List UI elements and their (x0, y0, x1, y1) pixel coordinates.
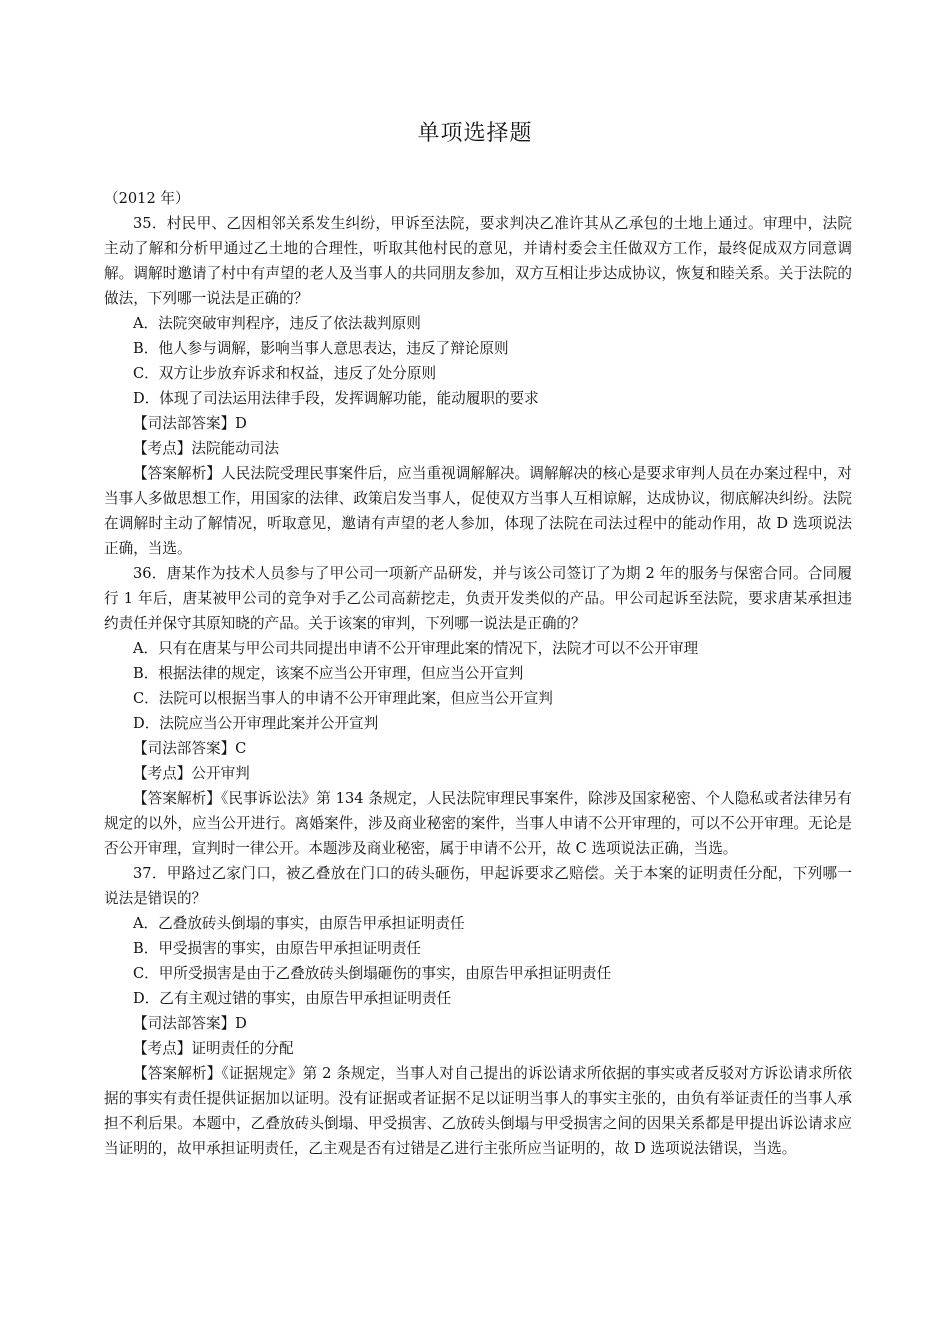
question-37 (104, 861, 852, 1161)
option-a: A．法院突破审判程序，违反了依法裁判原则 (133, 315, 421, 332)
question-35 (104, 211, 852, 561)
official-answer: 【司法部答案】D (133, 1015, 247, 1032)
key-point: 【考点】法院能动司法 (133, 440, 279, 457)
question-36 (104, 561, 852, 861)
question-stem: 35．村民甲、乙因相邻关系发生纠纷，甲诉至法院，要求判决乙准许其从乙承包的土地上通过。审理中，法院主动了解和分析甲通过乙土地的合理性，听取其他村民的意见，并请村委会主任做双方工作，最终促成双方同意调解。调解时邀请了村中有声望的老人及当事人的共同朋友参加，双方互相让步达成协议，恢复和睦关系。关于法院的做法，下列哪一说法是正确的？ (104, 215, 852, 307)
option-b: B．根据法律的规定，该案不应当公开审理，但应当公开宣判 (133, 665, 524, 682)
page-title: 单项选择题 (417, 121, 533, 146)
option-d: D．法院应当公开审理此案并公开宣判 (133, 715, 379, 732)
answer-explanation: 【答案解析】人民法院受理民事案件后，应当重视调解解决。调解解决的核心是要求审判人员在办案过程中，对当事人多做思想工作，用国家的法律、政策启发当事人，促使双方当事人互相谅解，达成协议，彻底解决纠纷。法院在调解时主动了解情况，听取意见，邀请有声望的老人参加，体现了法院在司法过程中的能动作用，故 D 选项说法正确，当选。 (104, 465, 852, 557)
option-b: B．甲受损害的事实，由原告甲承担证明责任 (133, 940, 422, 957)
option-c: C．双方让步放弃诉求和权益，违反了处分原则 (133, 365, 437, 382)
option-b: B．他人参与调解，影响当事人意思表达，违反了辩论原则 (133, 340, 509, 357)
option-d: D．体现了司法运用法律手段，发挥调解功能，能动履职的要求 (133, 390, 539, 407)
key-point: 【考点】公开审判 (133, 765, 250, 782)
option-c: C．法院可以根据当事人的申请不公开审理此案，但应当公开宣判 (133, 690, 553, 707)
key-point: 【考点】证明责任的分配 (133, 1040, 294, 1057)
option-c: C．甲所受损害是由于乙叠放砖头倒塌砸伤的事实，由原告甲承担证明责任 (133, 965, 612, 982)
question-stem: 37．甲路过乙家门口，被乙叠放在门口的砖头砸伤，甲起诉要求乙赔偿。关于本案的证明责任分配，下列哪一说法是错误的？ (104, 865, 852, 907)
exam-year: （2012 年） (104, 190, 190, 207)
option-d: D．乙有主观过错的事实，由原告甲承担证明责任 (133, 990, 452, 1007)
answer-explanation: 【答案解析】《民事诉讼法》第 134 条规定，人民法院审理民事案件，除涉及国家秘密、个人隐私或者法律另有规定的以外，应当公开进行。离婚案件，涉及商业秘密的案件，当事人申请不公开审理的，可以不公开审理。无论是否公开审理，宣判时一律公开。本题涉及商业秘密，属于申请不公开，故 C 选项说法正确，当选。 (104, 790, 852, 857)
answer-explanation: 【答案解析】《证据规定》第 2 条规定，当事人对自己提出的诉讼请求所依据的事实或者反驳对方诉讼请求所依据的事实有责任提供证据加以证明。没有证据或者证据不足以证明当事人的事实主张的，由负有举证责任的当事人承担不利后果。本题中，乙叠放砖头倒塌、甲受损害、乙放砖头倒塌与甲受损害之间的因果关系都是甲提出诉讼请求应当证明的，故甲承担证明责任，乙主观是否有过错是乙进行主张所应当证明的，故 D 选项说法错误，当选。 (104, 1065, 852, 1157)
question-stem: 36．唐某作为技术人员参与了甲公司一项新产品研发，并与该公司签订了为期 2 年的服务与保密合同。合同履行 1 年后，唐某被甲公司的竞争对手乙公司高薪挖走，负责开发类似的产品。甲公司起诉至法院，要求唐某承担违约责任并保守其原知晓的产品。关于该案的审判，下列哪一说法是正确的？ (104, 565, 852, 632)
option-a: A．乙叠放砖头倒塌的事实，由原告甲承担证明责任 (133, 915, 465, 932)
option-a: A．只有在唐某与甲公司共同提出申请不公开审理此案的情况下，法院才可以不公开审理 (133, 640, 699, 657)
official-answer: 【司法部答案】C (133, 740, 247, 757)
official-answer: 【司法部答案】D (133, 415, 247, 432)
document-body (104, 186, 852, 1161)
